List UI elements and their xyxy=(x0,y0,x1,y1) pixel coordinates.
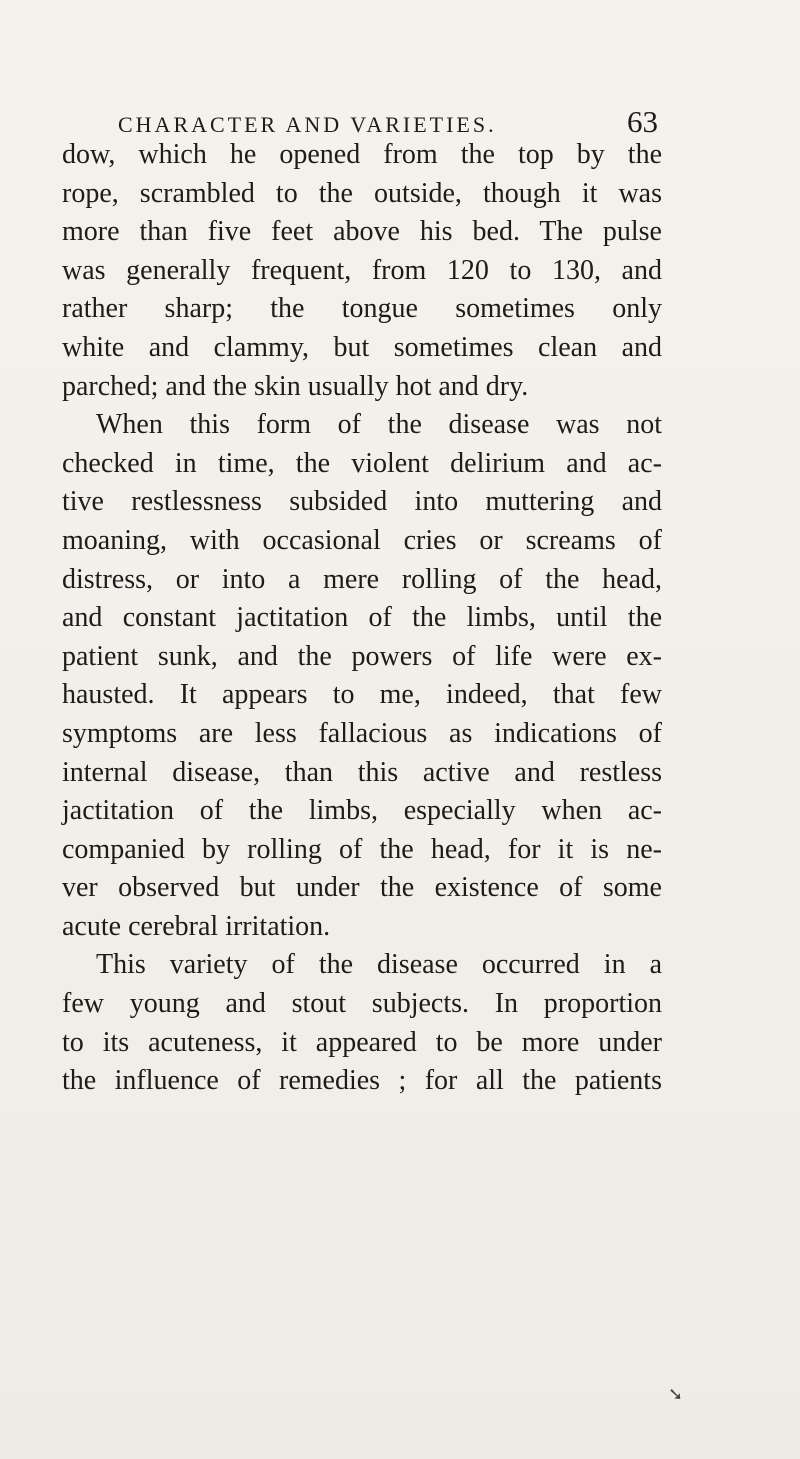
text-line: more than five feet above his bed. The pulse xyxy=(62,216,662,248)
text-line: dow, which he opened from the top by the xyxy=(62,139,662,170)
text-line: to its acuteness, it appeared to be more under xyxy=(62,1026,662,1058)
text-line: parched; and the skin usually hot and dry. xyxy=(62,370,529,402)
corner-mark: ➘ xyxy=(668,1384,684,1405)
text-line: internal disease, than this active and restless xyxy=(62,756,662,788)
text-line: symptoms are less fallacious as indications of xyxy=(62,717,662,749)
text-line: the influence of remedies ; for all the patients xyxy=(62,1065,662,1097)
body-text xyxy=(62,136,662,1101)
text-line: acute cerebral irritation. xyxy=(62,910,331,942)
text-line: hausted. It appears to me, indeed, that few xyxy=(62,679,662,711)
text-line: tive restlessness subsided into muttering and xyxy=(62,486,662,518)
text-line: patient sunk, and the powers of life were ex- xyxy=(62,640,662,672)
text-line: jactitation of the limbs, especially when ac- xyxy=(62,795,662,827)
text-line: ver observed but under the existence of some xyxy=(62,872,662,904)
text-line: This variety of the disease occurred in a xyxy=(96,949,662,981)
text-line: moaning, with occasional cries or screams of xyxy=(62,524,662,556)
text-line: distress, or into a mere rolling of the head, xyxy=(62,563,662,595)
text-line: checked in time, the violent delirium and ac- xyxy=(62,447,662,479)
text-line: companied by rolling of the head, for it is ne- xyxy=(62,833,662,865)
text-line: and constant jactitation of the limbs, until the xyxy=(62,602,662,634)
text-line: rather sharp; the tongue sometimes only xyxy=(62,293,662,325)
page-number: 63 xyxy=(627,104,658,139)
running-title: CHARACTER AND VARIETIES. xyxy=(118,112,497,137)
text-line: white and clammy, but sometimes clean and xyxy=(62,331,662,363)
text-line: few young and stout subjects. In proportion xyxy=(62,988,662,1020)
text-line: rope, scrambled to the outside, though it was xyxy=(62,177,662,209)
text-line: When this form of the disease was not xyxy=(96,409,662,441)
text-line: was generally frequent, from 120 to 130, and xyxy=(62,254,662,286)
